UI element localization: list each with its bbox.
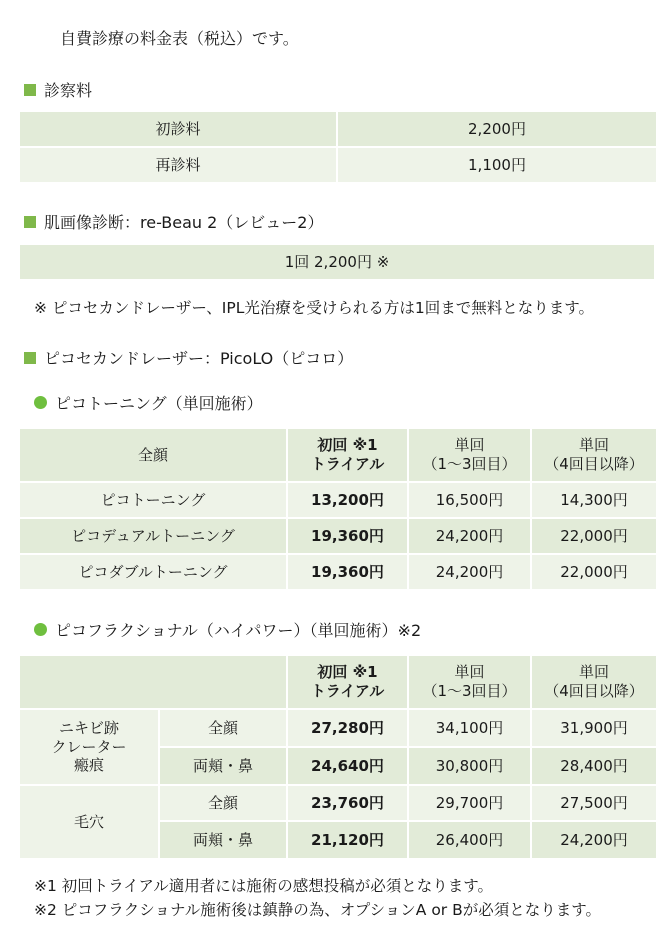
table-header-row [19, 655, 657, 709]
header-single-line: 単回 [454, 436, 485, 455]
header-trial-line: 初回 ※1 [317, 663, 378, 682]
trial-price-cell: 24,640円 [287, 747, 408, 785]
header-single-line: （1〜3回目） [422, 682, 517, 700]
circle-bullet-icon [34, 396, 47, 409]
table-row [19, 709, 657, 747]
skin-heading-text: 肌画像診断：re-Beau 2（レビュー2） [44, 213, 324, 232]
group-name-line: 毛穴 [73, 812, 104, 831]
skin-table [18, 243, 656, 281]
repeat-price-cell: 28,400円 [531, 747, 657, 785]
header-repeat-line: （4回目以降） [544, 455, 644, 473]
toning-heading-text: ピコトーニング（単回施術） [55, 394, 263, 413]
table-row [19, 482, 657, 518]
trial-price-cell: 19,360円 [287, 554, 408, 590]
circle-bullet-icon [34, 623, 47, 636]
consult-table [18, 110, 658, 184]
intro-text: 自費診療の料金表（税込）です。 [60, 29, 299, 48]
single-price-cell: 34,100円 [408, 709, 531, 747]
header-trial-line: トライアル [310, 682, 385, 700]
skin-price-cell: 1回 2,200円 ※ [19, 244, 655, 280]
treatment-name-cell: ピコダブルトーニング [19, 554, 287, 590]
trial-price-cell: 19,360円 [287, 518, 408, 554]
single-price-cell: 24,200円 [408, 518, 531, 554]
header-repeat-line: 単回 [578, 436, 609, 455]
table-row [19, 111, 657, 147]
repeat-price-cell: 22,000円 [531, 554, 657, 590]
square-bullet-icon [24, 84, 36, 96]
single-price-cell: 30,800円 [408, 747, 531, 785]
header-trial-cell [287, 655, 408, 709]
area-cell: 両頬・鼻 [159, 747, 287, 785]
repeat-price-cell: 14,300円 [531, 482, 657, 518]
header-trial-line: 初回 ※1 [317, 436, 378, 455]
consult-label-cell: 再診料 [19, 147, 337, 183]
single-price-cell: 26,400円 [408, 821, 531, 859]
area-cell: 両頬・鼻 [159, 821, 287, 859]
table-row [19, 147, 657, 183]
header-area-cell: 全顔 [19, 428, 287, 482]
trial-price-cell: 23,760円 [287, 785, 408, 821]
table-header-row [19, 428, 657, 482]
table-row [19, 518, 657, 554]
single-price-cell: 16,500円 [408, 482, 531, 518]
consult-price-cell: 2,200円 [337, 111, 657, 147]
repeat-price-cell: 24,200円 [531, 821, 657, 859]
consult-heading-text: 診察料 [44, 81, 93, 100]
repeat-price-cell: 27,500円 [531, 785, 657, 821]
header-single-cell [408, 655, 531, 709]
repeat-price-cell: 31,900円 [531, 709, 657, 747]
trial-price-cell: 27,280円 [287, 709, 408, 747]
group-name-cell [19, 709, 159, 785]
table-row [19, 785, 657, 821]
fractional-table [18, 654, 658, 860]
group-name-line: 瘢痕 [73, 756, 104, 775]
single-price-cell: 29,700円 [408, 785, 531, 821]
header-repeat-line: （4回目以降） [544, 682, 644, 700]
laser-heading [24, 346, 353, 369]
skin-heading [24, 210, 324, 233]
header-single-line: （1〜3回目） [422, 455, 517, 473]
header-repeat-cell [531, 655, 657, 709]
group-name-line: クレーター [51, 737, 127, 756]
treatment-name-cell: ピコトーニング [19, 482, 287, 518]
table-row [19, 244, 655, 280]
toning-table [18, 427, 658, 591]
skin-note: ※ ピコセカンドレーザー、IPL光治療を受けられる方は1回まで無料となります。 [34, 299, 594, 317]
header-single-cell [408, 428, 531, 482]
header-repeat-line: 単回 [578, 663, 609, 682]
trial-price-cell: 13,200円 [287, 482, 408, 518]
consult-price-cell: 1,100円 [337, 147, 657, 183]
single-price-cell: 24,200円 [408, 554, 531, 590]
consult-label-cell: 初診料 [19, 111, 337, 147]
group-name-cell [19, 785, 159, 859]
consult-heading [24, 78, 92, 101]
square-bullet-icon [24, 352, 36, 364]
fractional-heading-text: ピコフラクショナル（ハイパワー）（単回施術）※2 [55, 621, 422, 640]
repeat-price-cell: 22,000円 [531, 518, 657, 554]
treatment-name-cell: ピコデュアルトーニング [19, 518, 287, 554]
header-repeat-cell [531, 428, 657, 482]
trial-price-cell: 21,120円 [287, 821, 408, 859]
header-empty-cell [19, 655, 287, 709]
fractional-heading [34, 618, 421, 641]
toning-heading [34, 391, 263, 414]
footnote-2: ※2 ピコフラクショナル施術後は鎮静の為、オプションA or Bが必須となります。 [34, 901, 602, 919]
header-trial-line: トライアル [310, 455, 385, 473]
area-cell: 全顔 [159, 709, 287, 747]
square-bullet-icon [24, 216, 36, 228]
header-single-line: 単回 [454, 663, 485, 682]
area-cell: 全顔 [159, 785, 287, 821]
header-trial-cell [287, 428, 408, 482]
group-name-line: ニキビ跡 [58, 718, 119, 737]
laser-heading-text: ピコセカンドレーザー：PicoLO（ピコロ） [44, 349, 354, 368]
table-row [19, 554, 657, 590]
footnote-1: ※1 初回トライアル適用者には施術の感想投稿が必須となります。 [34, 877, 493, 895]
